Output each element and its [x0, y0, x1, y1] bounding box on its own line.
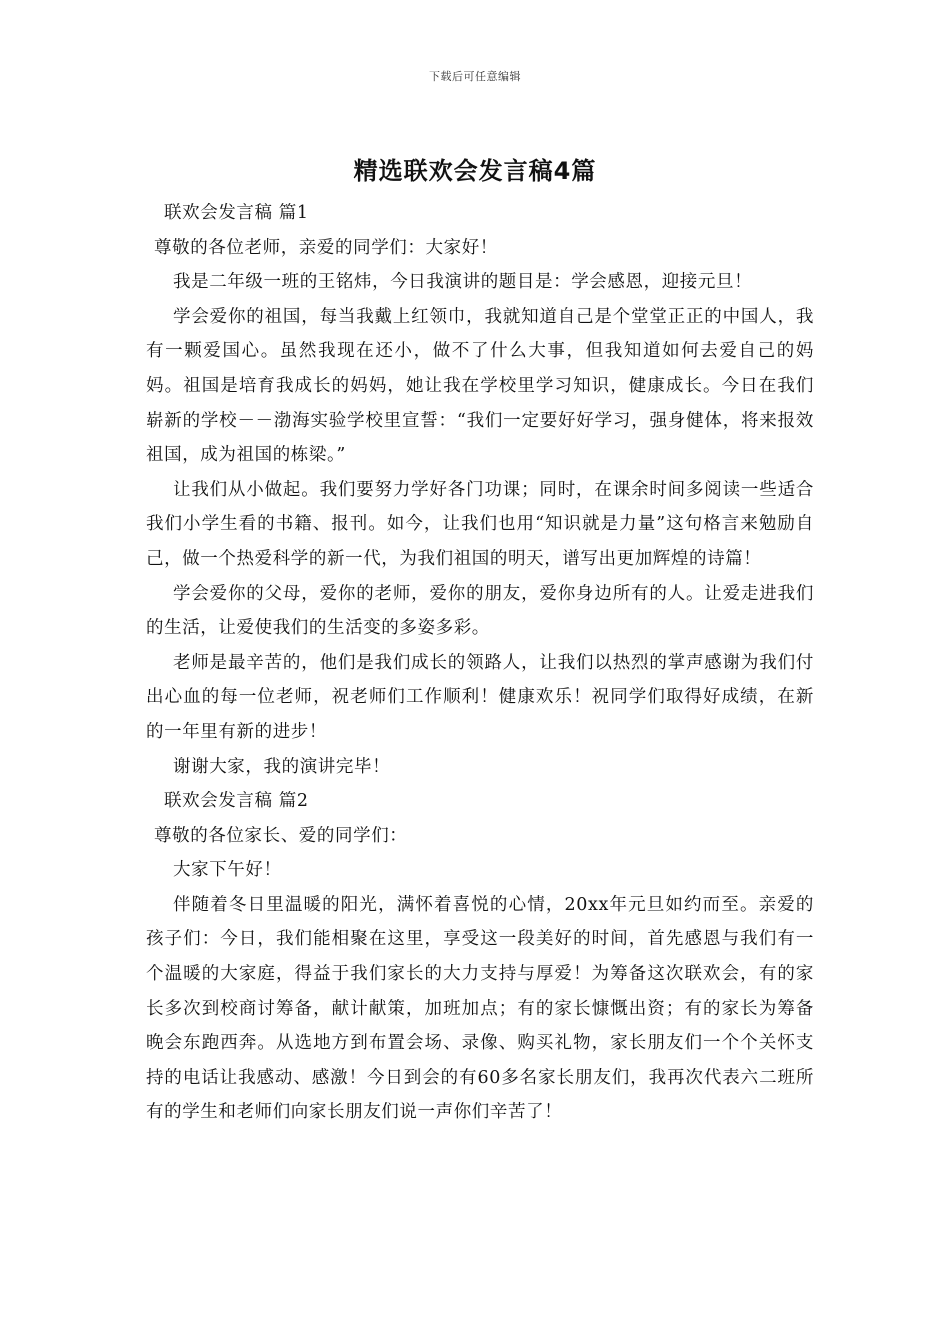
paragraph: 学会爱你的父母，爱你的老师，爱你的朋友，爱你身边所有的人。让爱走进我们的生活，让爱使我们的生活变的多姿多彩。	[146, 583, 814, 639]
paragraph: 学会爱你的祖国，每当我戴上红领巾，我就知道自己是个堂堂正正的中国人，我有一颗爱国心。虽然我现在还小，做不了什么大事，但我知道如何去爱自己的妈妈。祖国是培育我成长的妈妈，她让我在学校里学习知识，健康成长。今日在我们崭新的学校－－渤海实验学校里宣誓：“我们一定要好好学习，强身健体，将来报效祖国，成为祖国的栋梁。”	[146, 306, 814, 466]
document-body	[146, 196, 814, 1130]
paragraph: 伴随着冬日里温暖的阳光，满怀着喜悦的心情，20xx年元旦如约而至。亲爱的孩子们：今日，我们能相聚在这里，享受这一段美好的时间，首先感恩与我们有一个温暖的大家庭，得益于我们家长的大力支持与厚爱！为筹备这次联欢会，有的家长多次到校商讨筹备，献计献策，加班加点；有的家长慷慨出资；有的家长为筹备晚会东跑西奔。从选地方到布置会场、录像、购买礼物，家长朋友们一个个关怀支持的电话让我感动、感激！今日到会的有60多名家长朋友们，我再次代表六二班所有的学生和老师们向家长朋友们说一声你们辛苦了！	[146, 894, 814, 1123]
greeting-2: 尊敬的各位家长、爱的同学们：	[154, 825, 408, 846]
header-note: 下载后可任意编辑	[429, 70, 521, 83]
paragraph: 谢谢大家，我的演讲完毕！	[173, 756, 391, 777]
section-heading-1: 联欢会发言稿 篇1	[164, 203, 309, 223]
paragraph: 让我们从小做起。我们要努力学好各门功课；同时，在课余时间多阅读一些适合我们小学生看的书籍、报刊。如今，让我们也用“知识就是力量”这句格言来勉励自己，做一个热爱科学的新一代，为我们祖国的明天，谱写出更加辉煌的诗篇！	[146, 479, 814, 569]
paragraph: 我是二年级一班的王铭炜，今日我演讲的题目是：学会感恩，迎接元旦！	[173, 272, 753, 293]
section-heading-2: 联欢会发言稿 篇2	[164, 791, 309, 812]
greeting-1: 尊敬的各位老师，亲爱的同学们：大家好！	[154, 237, 498, 258]
paragraph: 老师是最辛苦的，他们是我们成长的领路人，让我们以热烈的掌声感谢为我们付出心血的每一位老师，祝老师们工作顺利！健康欢乐！祝同学们取得好成绩，在新的一年里有新的进步！	[146, 652, 814, 742]
document-title: 精选联欢会发言稿4篇	[353, 157, 597, 185]
paragraph: 大家下午好！	[173, 860, 282, 881]
